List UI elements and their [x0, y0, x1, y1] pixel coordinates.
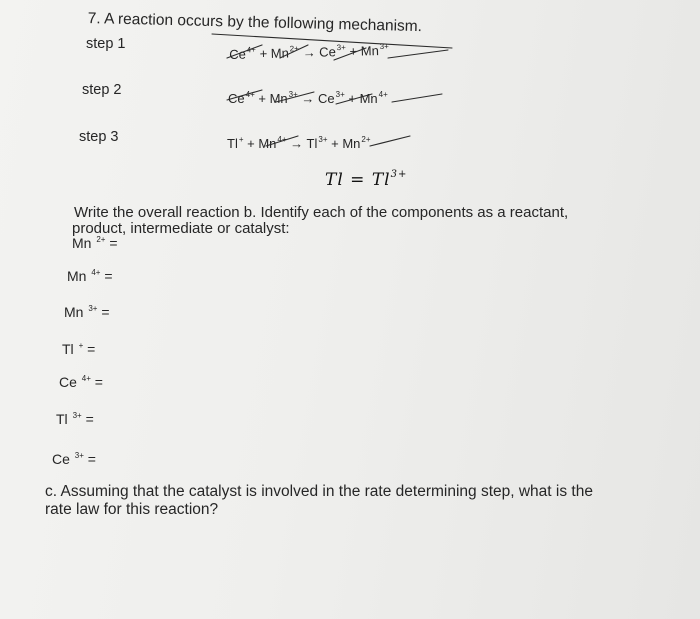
operator: → [286, 136, 307, 151]
component-charge: 3+ [74, 451, 84, 460]
component-tl3 [56, 411, 94, 427]
component-ce4 [59, 374, 103, 390]
component-mn2 [72, 235, 118, 251]
strike-mn2-step3 [370, 136, 410, 146]
component-equals: = [97, 304, 110, 320]
component-symbol: Mn [64, 304, 88, 320]
component-charge: 4+ [81, 374, 91, 383]
step-2-equation [228, 90, 388, 106]
handwritten-note-text: Tl = Tl [325, 170, 391, 190]
component-equals: = [83, 341, 96, 357]
component-symbol: Ce [52, 451, 74, 467]
species-symbol: Mn [342, 136, 361, 151]
question-title: 7. A reaction occurs by the following mechanism. [87, 10, 423, 36]
component-charge: 3+ [88, 304, 98, 313]
species-charge: 3+ [336, 42, 346, 53]
component-equals: = [90, 374, 103, 390]
instruction-line-1: Write the overall reaction b. Identify each of the components as a reactant, [74, 204, 569, 221]
step-3-equation [227, 135, 371, 151]
species-symbol: Mn [359, 91, 378, 106]
step-3-label: step 3 [79, 129, 119, 145]
operator: + [344, 91, 360, 106]
species-symbol: Mn [269, 91, 288, 106]
component-symbol: Tl [56, 411, 72, 427]
species-charge: 2+ [289, 44, 299, 54]
operator: + [254, 91, 270, 106]
species-charge: 3+ [288, 90, 298, 99]
component-equals: = [81, 411, 94, 427]
species-charge: 4+ [245, 90, 255, 99]
species-symbol: Tl [306, 136, 318, 151]
species-symbol: Mn [258, 136, 277, 151]
strike-mn4-step2 [392, 94, 442, 102]
part-c-line-2: rate law for this reaction? [45, 501, 219, 518]
species-charge: + [238, 135, 244, 144]
species-symbol: Ce [229, 46, 247, 62]
strike-mn3-step1 [388, 50, 448, 58]
step-2-label: step 2 [82, 82, 122, 98]
handwritten-note [325, 169, 407, 190]
handwritten-note-sup: 3+ [390, 169, 408, 180]
component-charge: + [78, 341, 84, 350]
component-equals: = [83, 451, 96, 467]
component-symbol: Mn [67, 268, 91, 284]
operator: → [297, 91, 318, 106]
component-charge: 3+ [72, 411, 82, 420]
species-charge: 3+ [318, 135, 328, 144]
component-equals: = [105, 235, 118, 251]
component-charge: 2+ [96, 235, 106, 244]
operator: + [327, 136, 343, 151]
species-charge: 4+ [378, 90, 388, 99]
component-charge: 4+ [91, 268, 101, 277]
species-symbol: Ce [318, 44, 337, 60]
operator: → [298, 44, 320, 61]
species-symbol: Mn [360, 43, 380, 59]
species-charge: 3+ [335, 90, 345, 99]
component-symbol: Ce [59, 374, 81, 390]
component-mn3 [64, 304, 110, 320]
component-symbol: Mn [72, 235, 96, 251]
species-charge: 2+ [361, 135, 371, 144]
species-charge: 4+ [277, 135, 287, 144]
operator: + [345, 43, 361, 59]
step-1-label: step 1 [86, 36, 126, 52]
step-1-equation [229, 42, 389, 62]
species-symbol: Ce [318, 91, 335, 106]
component-ce3 [52, 451, 96, 467]
component-tl1 [62, 341, 95, 357]
species-charge: 4+ [246, 45, 256, 55]
species-symbol: Ce [228, 91, 245, 106]
part-c-line-1: c. Assuming that the catalyst is involved in the rate determining step, what is the [45, 483, 593, 500]
instruction-line-2: product, intermediate or catalyst: [72, 220, 290, 237]
species-symbol: Mn [270, 45, 290, 61]
operator: + [243, 136, 259, 151]
component-symbol: Tl [62, 341, 78, 357]
component-mn4 [67, 268, 113, 284]
operator: + [255, 45, 271, 62]
component-equals: = [100, 268, 113, 284]
species-charge: 3+ [379, 41, 389, 52]
species-symbol: Tl [227, 136, 238, 151]
